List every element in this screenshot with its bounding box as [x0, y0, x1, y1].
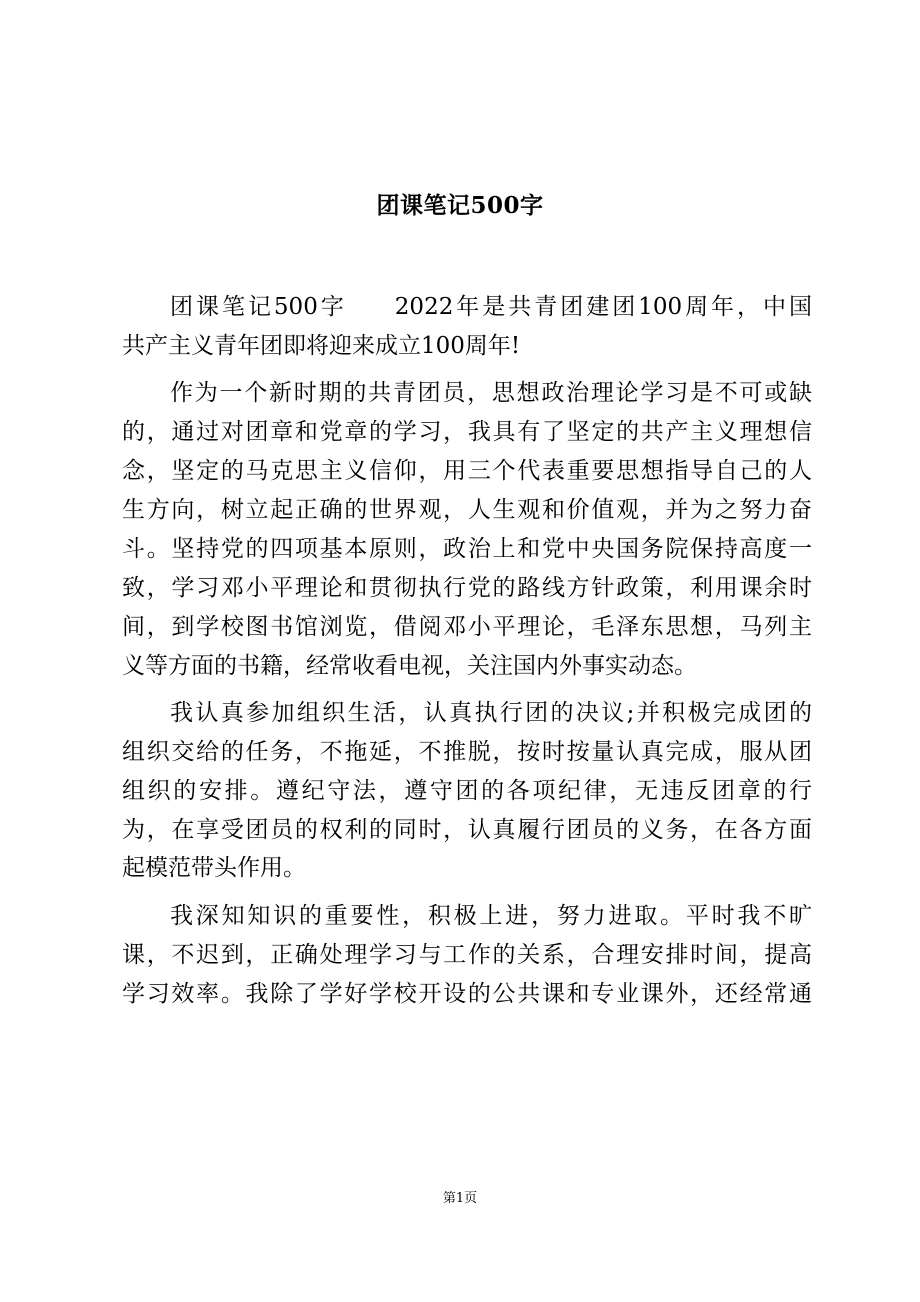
paragraph-line: 义等方面的书籍，经常收看电视，关注国内外事实动态。 [122, 652, 697, 679]
paragraph [122, 694, 812, 888]
paragraph [122, 374, 812, 685]
paragraph-line: 为，在享受团员的权利的同时，认真履行团员的义务，在各方面 [122, 816, 812, 843]
paragraph-line: 的，通过对团章和党章的学习，我具有了坚定的共产主义理想信 [122, 419, 812, 446]
paragraph-line: 念，坚定的马克思主义信仰，用三个代表重要思想指导自己的人 [122, 458, 812, 485]
paragraph-line: 斗。坚持党的四项基本原则，政治上和党中央国务院保持高度一 [122, 535, 812, 562]
paragraph [122, 897, 812, 1014]
inline-heading: 团课笔记500字 [170, 294, 347, 320]
paragraph-line: 致，学习邓小平理论和贯彻执行党的路线方针政策，利用课余时 [122, 574, 812, 601]
paragraph-line: 起模范带头作用。 [122, 855, 306, 882]
document-body [122, 288, 812, 1014]
paragraph [122, 288, 812, 366]
paragraph-line: 学习效率。我除了学好学校开设的公共课和专业课外，还经常通 [122, 980, 812, 1007]
page-number: 第1页 [442, 1191, 478, 1206]
document-title: 团课笔记500字 [376, 192, 544, 219]
paragraph-line [122, 288, 812, 327]
paragraph-line: 组织的安排。遵纪守法，遵守团的各项纪律，无违反团章的行 [122, 777, 812, 804]
paragraph-line: 我认真参加组织生活，认真执行团的决议;并积极完成团的 [170, 699, 812, 726]
paragraph-line: 共产主义青年团即将迎来成立100周年! [122, 332, 521, 359]
paragraph-line: 课，不迟到，正确处理学习与工作的关系，合理安排时间，提高 [122, 941, 812, 968]
paragraph-line: 间，到学校图书馆浏览，借阅邓小平理论，毛泽东思想，马列主 [122, 613, 812, 640]
paragraph-line: 组织交给的任务，不拖延，不推脱，按时按量认真完成，服从团 [122, 738, 812, 765]
paragraph-line: 生方向，树立起正确的世界观，人生观和价值观，并为之努力奋 [122, 496, 812, 523]
paragraph-line-text: 2022年是共青团建团100周年，中国 [394, 294, 812, 320]
paragraph-line: 我深知知识的重要性，积极上进，努力进取。平时我不旷 [170, 902, 812, 929]
paragraph-line: 作为一个新时期的共青团员，思想政治理论学习是不可或缺 [170, 380, 812, 407]
